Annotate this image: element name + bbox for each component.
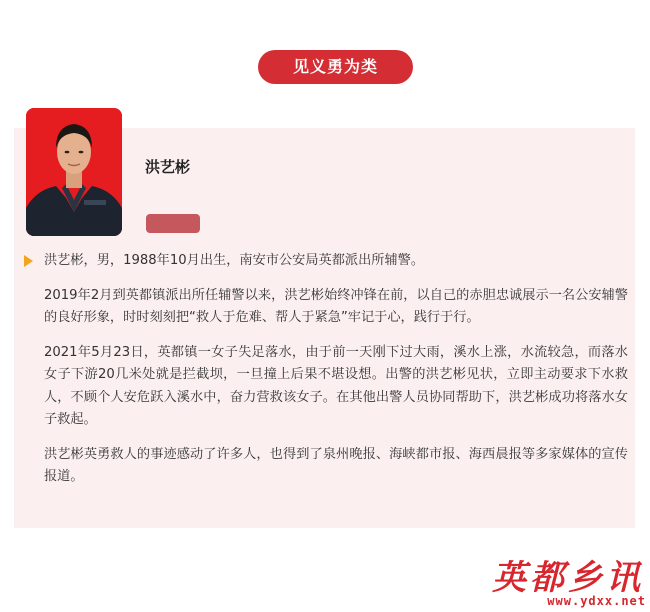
site-watermark	[490, 550, 650, 612]
bio-text	[44, 250, 628, 501]
person-name: 洪艺彬	[145, 158, 191, 176]
bio-paragraph: 洪艺彬英勇救人的事迹感动了许多人，也得到了泉州晚报、海峡都市报、海西晨报等多家媒体的宣传报道。	[44, 446, 628, 484]
role-tag	[146, 214, 200, 233]
bullet-marker-icon	[24, 255, 33, 267]
bio-paragraph: 洪艺彬，男，1988年10月出生，南安市公安局英都派出所辅警。	[44, 253, 425, 268]
bio-paragraph: 2019年2月到英都镇派出所任辅警以来，洪艺彬始终冲锋在前，以自己的赤胆忠诚展示一名公安辅警的良好形象，时时刻刻把“救人于危难、帮人于紧急”牢记于心，践行于行。	[44, 287, 628, 325]
category-badge: 见义勇为类	[258, 50, 413, 84]
watermark-title: 英都乡讯	[492, 558, 644, 598]
watermark-url: www.ydxx.net	[547, 594, 646, 608]
portrait-photo	[26, 108, 122, 236]
bio-paragraph: 2021年5月23日，英都镇一女子失足落水，由于前一天刚下过大雨，溪水上涨，水流较急，而落水女子下游20几米处就是拦截坝，一旦撞上后果不堪设想。出警的洪艺彬见状，立即主动要求下水救人，不顾个人安危跃入溪水中，奋力营救该女子。在其他出警人员协同帮助下，洪艺彬成功将落水女子救起。	[44, 344, 628, 427]
